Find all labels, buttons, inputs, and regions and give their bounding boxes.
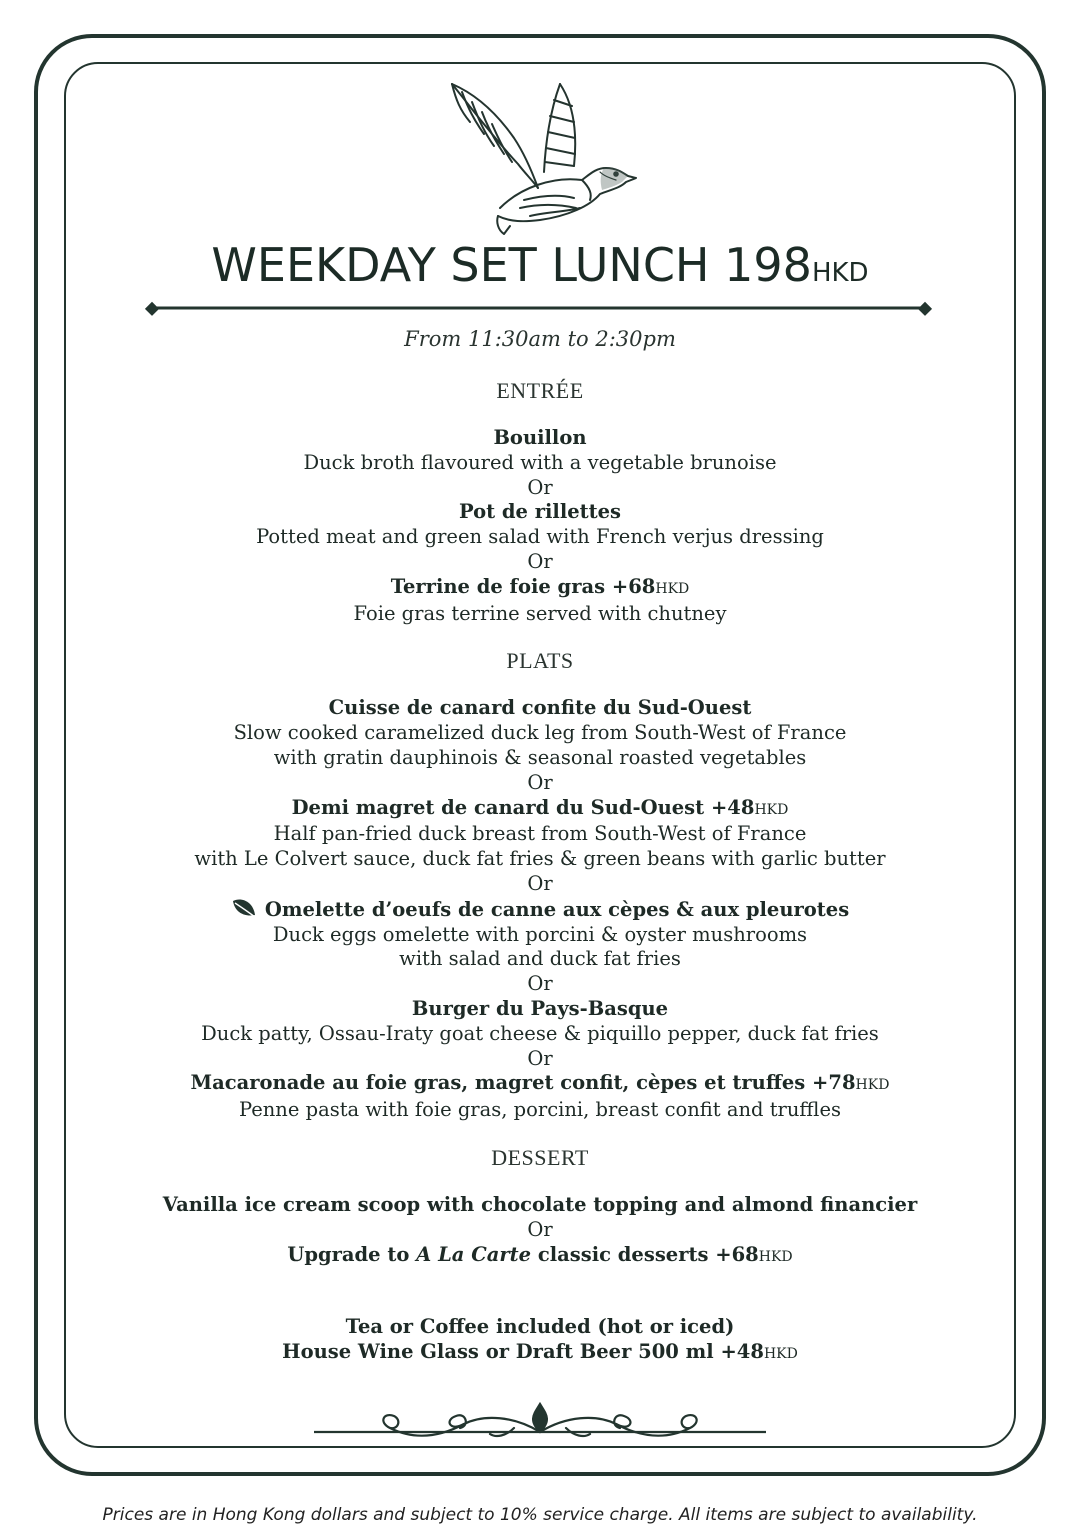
or-separator: Or — [527, 1217, 553, 1241]
dish-name: Bouillon — [493, 426, 587, 449]
dish-name: Cuisse de canard confite du Sud-Ouest — [328, 696, 752, 720]
supplement-currency: HKD — [763, 1346, 798, 1363]
dish-with-supplement — [70, 575, 1010, 602]
or-separator: Or — [527, 1046, 553, 1070]
drinks-included: Tea or Coffee included (hot or iced) — [345, 1315, 735, 1339]
supplement-currency: HKD — [754, 801, 789, 818]
service-hours: From 11:30am to 2:30pm — [404, 327, 676, 351]
supplement-currency: HKD — [855, 1077, 890, 1094]
supplement-currency: HKD — [758, 1248, 793, 1265]
supplement-price: +68 — [611, 574, 656, 598]
supplement-price: +48 — [720, 1340, 764, 1364]
supplement-currency: HKD — [655, 580, 690, 597]
dish-name: Vanilla ice cream scoop with chocolate topping and almond financier — [162, 1192, 918, 1216]
menu-body — [70, 376, 1010, 1367]
section-heading-dessert: DESSERT — [491, 1144, 589, 1170]
dessert-upgrade — [70, 1243, 1010, 1270]
dish-description: with gratin dauphinois & seasonal roasted vegetables — [273, 745, 807, 769]
dish-description: Foie gras terrine served with chutney — [353, 601, 727, 625]
or-separator: Or — [527, 871, 553, 895]
vegetarian-leaf-icon — [231, 897, 257, 919]
or-separator: Or — [527, 475, 553, 499]
drinks-supplement — [70, 1340, 1010, 1367]
section-heading-entree: ENTRÉE — [496, 378, 584, 403]
or-separator: Or — [527, 972, 553, 996]
dish-with-supplement — [70, 796, 1010, 823]
flourish-ornament — [314, 1398, 766, 1448]
dish-name: Macaronade au foie gras, magret confit, cèpes et truffes — [190, 1071, 806, 1095]
dish-description: Penne pasta with foie gras, porcini, breast confit and truffles — [238, 1098, 842, 1122]
section-heading-plats: PLATS — [506, 648, 574, 674]
dish-name: Burger du Pays-Basque — [411, 996, 669, 1020]
upgrade-prefix: Upgrade to — [287, 1242, 410, 1266]
dish-name: Terrine de foie gras — [390, 574, 606, 598]
dish-description: with salad and duck fat fries — [399, 947, 681, 971]
title-text: WEEKDAY SET LUNCH 198 — [211, 238, 812, 292]
dish-name: Pot de rillettes — [458, 500, 622, 524]
title-divider — [144, 298, 938, 318]
dish-description: Duck patty, Ossau-Iraty goat cheese & piquillo pepper, duck fat fries — [201, 1021, 879, 1045]
dish-with-supplement — [70, 1071, 1010, 1098]
menu-title — [0, 238, 1080, 292]
dish-description: with Le Colvert sauce, duck fat fries & green beans with garlic butter — [194, 847, 886, 871]
supplement-price: +78 — [812, 1071, 856, 1095]
upgrade-a-la-carte: A La Carte — [416, 1242, 532, 1266]
dish-description: Duck broth flavoured with a vegetable brunoise — [303, 450, 777, 474]
supplement-price: +48 — [710, 795, 755, 819]
or-separator: Or — [527, 549, 553, 573]
dish-vegetarian — [70, 897, 1010, 923]
dish-description: Potted meat and green salad with French verjus dressing — [256, 525, 824, 549]
or-separator: Or — [527, 770, 553, 794]
upgrade-suffix: classic desserts — [537, 1242, 709, 1266]
dish-name: Demi magret de canard du Sud-Ouest — [291, 795, 705, 819]
flying-duck-illustration — [440, 76, 640, 238]
dish-name: Omelette d’oeufs de canne aux cèpes & aux pleurotes — [264, 897, 850, 921]
supplement-price: +68 — [715, 1242, 759, 1266]
dish-description: Duck eggs omelette with porcini & oyster mushrooms — [272, 922, 808, 946]
dish-description: Half pan-fried duck breast from South-West of France — [273, 822, 807, 846]
footer-note: Prices are in Hong Kong dollars and subject to 10% service charge. All items are subject to availability. — [102, 1505, 978, 1525]
title-currency: HKD — [811, 258, 869, 288]
dish-description: Slow cooked caramelized duck leg from South-West of France — [233, 721, 847, 745]
drink-name: House Wine Glass or Draft Beer 500 ml — [282, 1340, 714, 1364]
